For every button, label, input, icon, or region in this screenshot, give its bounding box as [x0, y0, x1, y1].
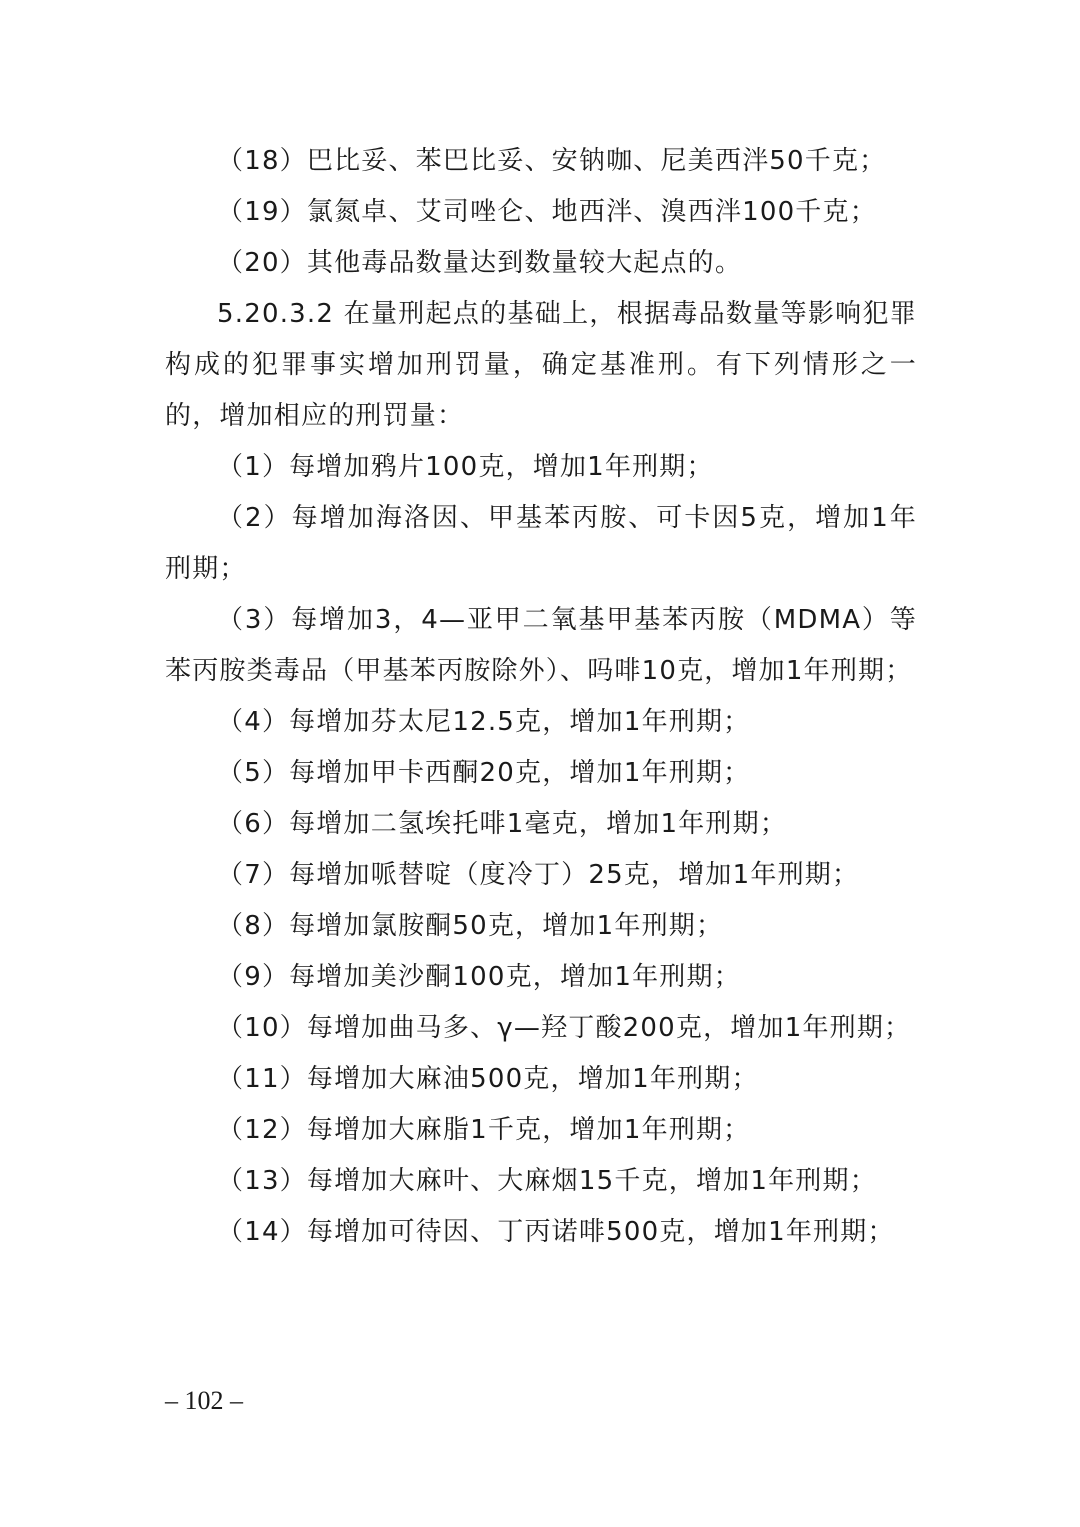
paragraph-item-9: （9）每增加美沙酮100克，增加1年刑期； [217, 962, 741, 992]
page-number: – 102 – [165, 1386, 243, 1415]
paragraph-item-1: （1）每增加鸦片100克，增加1年刑期； [217, 452, 714, 482]
paragraph-item-10: （10）每增加曲马多、γ—羟丁酸200克，增加1年刑期； [217, 1013, 912, 1043]
paragraph-item-11: （11）每增加大麻油500克，增加1年刑期； [217, 1064, 759, 1094]
paragraph-item-14: （14）每增加可待因、丁丙诺啡500克，增加1年刑期； [217, 1217, 895, 1247]
paragraph-item-3: （3）每增加3，4—亚甲二氧基甲基苯丙胺（MDMA）等苯丙胺类毒品（甲基苯丙胺除外）、吗啡10克，增加1年刑期； [165, 605, 917, 686]
paragraph-section-5-20-3-2: 5.20.3.2 在量刑起点的基础上，根据毒品数量等影响犯罪构成的犯罪事实增加刑罚量，确定基准刑。有下列情形之一的，增加相应的刑罚量： [165, 299, 917, 431]
paragraph-item-19: （19）氯氮卓、艾司唑仑、地西泮、溴西泮100千克； [217, 197, 877, 227]
paragraph-item-8: （8）每增加氯胺酮50克，增加1年刑期； [217, 911, 724, 941]
paragraph-item-5: （5）每增加甲卡西酮20克，增加1年刑期； [217, 758, 751, 788]
paragraph-item-12: （12）每增加大麻脂1千克，增加1年刑期； [217, 1115, 751, 1145]
paragraph-item-20: （20）其他毒品数量达到数量较大起点的。 [217, 248, 743, 278]
paragraph-item-4: （4）每增加芬太尼12.5克，增加1年刑期； [217, 707, 751, 737]
paragraph-item-7: （7）每增加哌替啶（度冷丁）25克，增加1年刑期； [217, 860, 860, 890]
document-body [165, 136, 917, 1258]
paragraph-item-2: （2）每增加海洛因、甲基苯丙胺、可卡因5克，增加1年刑期； [165, 503, 917, 584]
paragraph-item-18: （18）巴比妥、苯巴比妥、安钠咖、尼美西泮50千克； [217, 146, 887, 176]
paragraph-item-13: （13）每增加大麻叶、大麻烟15千克，增加1年刑期； [217, 1166, 877, 1196]
paragraph-item-6: （6）每增加二氢埃托啡1毫克，增加1年刑期； [217, 809, 788, 839]
